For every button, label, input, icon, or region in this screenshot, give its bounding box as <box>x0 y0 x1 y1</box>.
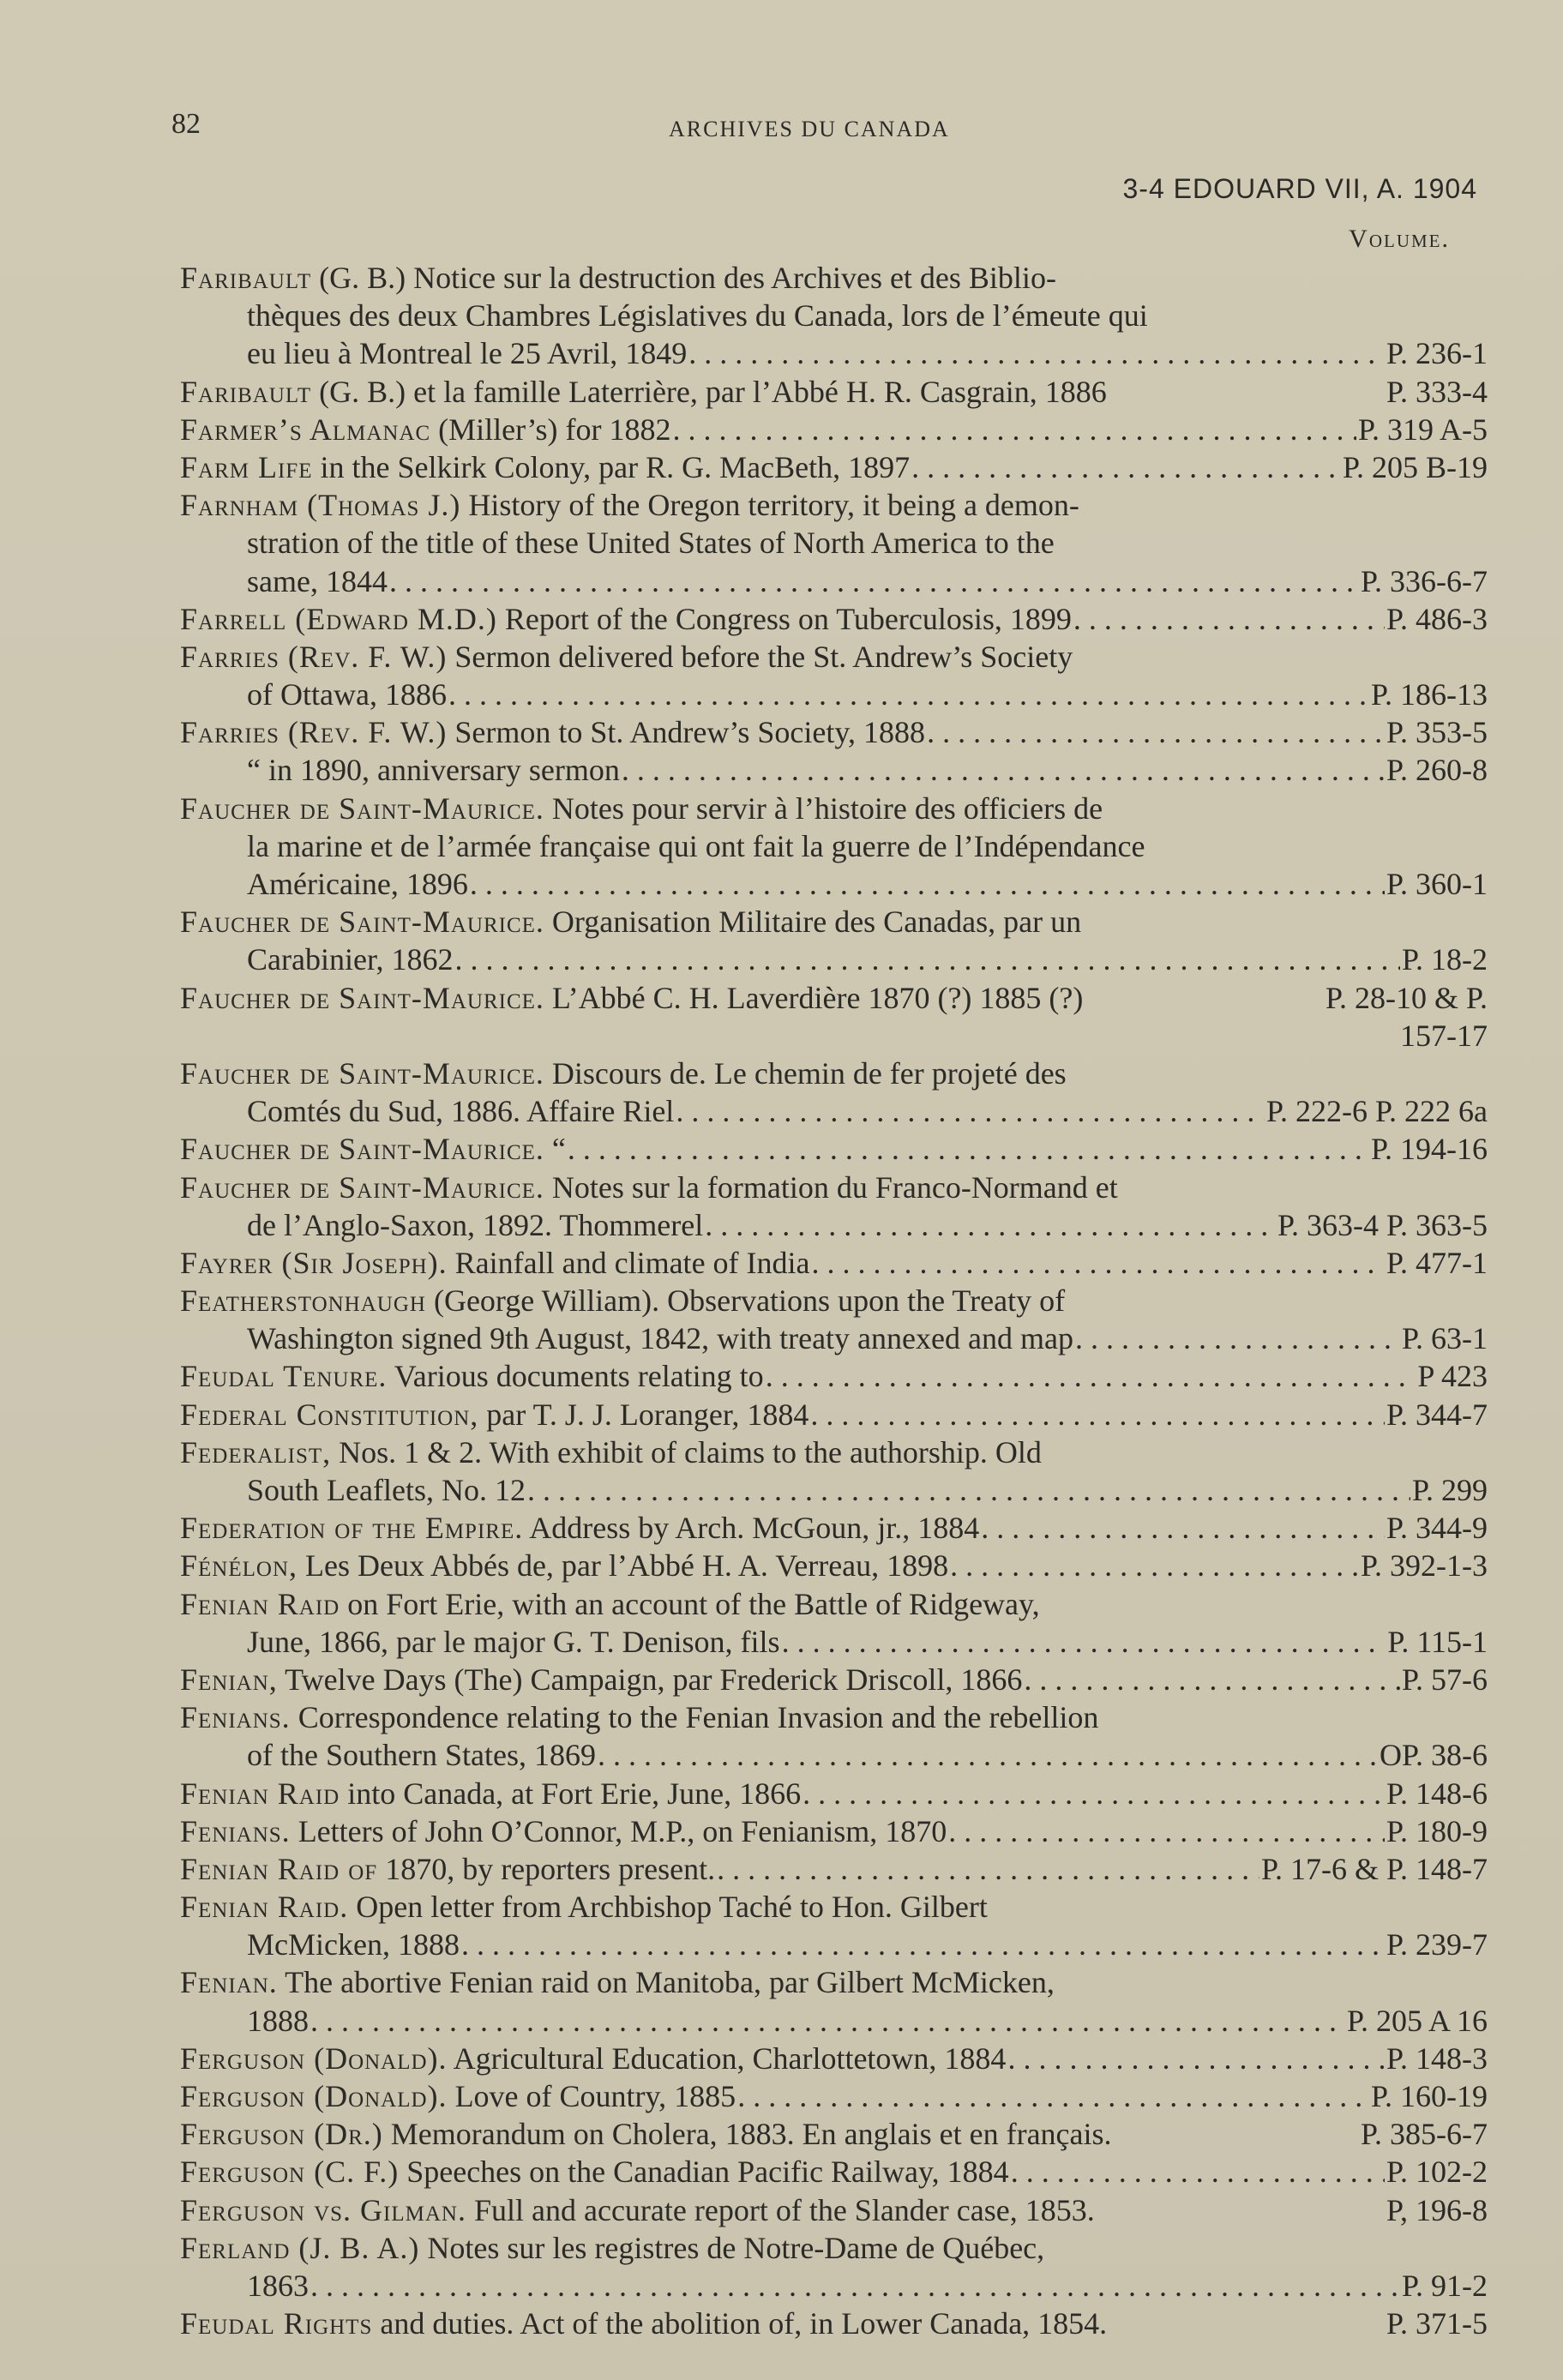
dot-leader <box>950 1547 1359 1584</box>
entry-text <box>180 600 1072 638</box>
entry-line <box>180 486 1488 524</box>
dot-leader <box>810 1396 1385 1433</box>
entry-heading: Faucher de Saint-Maurice. <box>180 790 544 826</box>
entry-reference-line <box>180 1661 1488 1698</box>
entry-text <box>247 1092 674 1130</box>
entry-heading: Faribault <box>180 261 312 295</box>
volume-reference: P. 363-4 P. 363-5 <box>1277 1207 1488 1242</box>
index-entry <box>180 751 1488 789</box>
running-title: ARCHIVES DU CANADA <box>669 117 950 141</box>
entry-reference-line <box>180 2040 1488 2077</box>
entry-heading: Farries (Rev. F. W.) <box>180 639 448 674</box>
entry-text: stration of the title of these United States of North America to the <box>247 526 1055 561</box>
page-header <box>171 108 1492 151</box>
entry-text <box>247 1736 596 1774</box>
entry-heading: Ferland (J. B. A.) <box>180 2230 420 2265</box>
entry-text <box>180 373 1107 411</box>
index-entry <box>180 1282 1488 1357</box>
entry-heading: Farrell (Edward M.D.) <box>180 601 497 636</box>
entry-heading: Fenian. <box>180 1965 278 2000</box>
entry-text <box>247 1319 1073 1357</box>
entry-heading: Fayrer (Sir Joseph). <box>180 1245 448 1280</box>
entry-heading: Farnham (Thomas J.) <box>180 488 461 523</box>
dot-leader <box>911 448 1341 486</box>
entry-reference-line <box>180 979 1488 1017</box>
volume-reference: P. 160-19 <box>1370 2079 1488 2113</box>
index-entry <box>180 713 1488 751</box>
index-entry <box>180 638 1488 713</box>
volume-reference: P. 236-1 <box>1386 336 1488 371</box>
entry-line <box>180 1282 1488 1319</box>
entry-last-text: Washington signed 9th August, 1842, with treaty annexed and map <box>247 1321 1073 1356</box>
entry-last-text: of Ottawa, 1886 <box>247 677 447 712</box>
entry-text <box>180 1244 810 1282</box>
entry-last-text: in the Selkirk Colony, par R. G. MacBeth, 1897 <box>320 449 911 484</box>
entry-text: The abortive Fenian raid on Manitoba, par Gilbert McMicken, <box>285 1965 1055 2000</box>
dot-leader <box>737 2077 1369 2115</box>
entry-reference-line <box>180 2077 1488 2115</box>
dot-leader <box>1073 600 1385 638</box>
entry-last-text: 1888 <box>247 2003 309 2038</box>
entry-last-text: Rainfall and climate of India <box>454 1245 810 1280</box>
volume-reference: P. 333-4 <box>1386 374 1488 409</box>
volume-reference: P. 392-1-3 <box>1360 1548 1488 1584</box>
volume-reference: P. 299 <box>1411 1473 1488 1507</box>
volume-reference: P. 28-10 & P. <box>1325 980 1488 1015</box>
volume-reference-continuation: 157-17 <box>1400 1018 1488 1053</box>
dot-leader <box>622 751 1385 789</box>
index-entry <box>180 1433 1488 1509</box>
entry-last-text: South Leaflets, No. 12 <box>247 1473 526 1507</box>
entry-heading: Farm Life <box>180 449 313 484</box>
entry-text <box>247 941 454 978</box>
entry-text: thèques des deux Chambres Législatives du Canada, lors de l’émeute qui <box>247 298 1148 334</box>
entry-heading: Farmer’s Almanac <box>180 412 431 447</box>
dot-leader <box>782 1623 1386 1661</box>
volume-reference: P. 360-1 <box>1386 867 1488 901</box>
entry-text <box>247 2267 309 2305</box>
volume-reference: P. 344-9 <box>1386 1511 1488 1546</box>
index-entry <box>180 1547 1488 1584</box>
entry-last-text: Speeches on the Canadian Pacific Railway, 1884 <box>406 2155 1009 2190</box>
entry-text <box>180 1661 1022 1698</box>
entry-text <box>247 676 447 713</box>
entry-heading: Farries (Rev. F. W.) <box>180 715 448 750</box>
entry-heading: Featherstonhaugh <box>180 1283 426 1319</box>
index-entry <box>180 1169 1488 1244</box>
entry-reference-line <box>180 865 1488 903</box>
entry-reference-line <box>180 1396 1488 1433</box>
entry-line <box>180 2229 1488 2267</box>
entry-last-text: Letters of John O’Connor, M.P., on Fenianism, 1870 <box>298 1813 947 1848</box>
entry-text: Nos. 1 & 2. With exhibit of claims to the authorship. Old <box>339 1434 1042 1469</box>
entry-heading: Faribault <box>180 374 312 409</box>
entry-last-text: (Miller’s) for 1882 <box>438 412 671 447</box>
entry-text <box>180 1812 947 1850</box>
index-entry <box>180 1055 1488 1130</box>
entry-heading: Ferguson (Donald). <box>180 2040 448 2076</box>
entry-reference-line <box>180 1509 1488 1547</box>
entry-text <box>180 2115 1112 2153</box>
entry-reference-line <box>180 941 1488 978</box>
entry-reference-line <box>180 676 1488 713</box>
entry-reference-line <box>180 2191 1488 2229</box>
index-entry <box>180 1585 1488 1661</box>
entry-reference-line <box>180 2267 1488 2305</box>
dot-leader <box>598 1736 1378 1774</box>
dot-leader <box>1024 1661 1400 1698</box>
volume-reference: OP. 38-6 <box>1379 1738 1488 1773</box>
entry-text <box>247 1471 526 1509</box>
entry-last-text: de l’Anglo-Saxon, 1892. Thommerel <box>247 1207 704 1242</box>
volume-reference: P. 486-3 <box>1386 601 1488 636</box>
entry-heading: Ferguson (Dr.) <box>180 2117 383 2152</box>
entry-reference-line <box>180 2115 1488 2153</box>
entry-last-text: McMicken, 1888 <box>247 1927 460 1962</box>
entry-reference-line <box>180 1357 1488 1395</box>
volume-reference: P. 205 A 16 <box>1346 2003 1488 2038</box>
volume-reference: P. 371-5 <box>1386 2306 1488 2341</box>
entry-last-text: Twelve Days (The) Campaign, par Frederick Driscoll, 1866 <box>285 1662 1023 1697</box>
entry-last-text: Various documents relating to <box>394 1359 764 1394</box>
dot-leader <box>812 1244 1385 1282</box>
entry-text <box>180 2077 736 2115</box>
entry-heading: Faucher de Saint-Maurice. <box>180 1169 544 1205</box>
entry-heading: Federation of the Empire. <box>180 1511 524 1546</box>
entry-heading: Feudal Rights <box>180 2306 373 2341</box>
dot-leader <box>568 1130 1369 1168</box>
index-entry <box>180 373 1488 411</box>
volume-reference: P. 194-16 <box>1370 1132 1488 1167</box>
entry-reference-line <box>180 1775 1488 1812</box>
entry-reference-line <box>180 1926 1488 1963</box>
entry-last-text: Report of the Congress on Tuberculosis, 1899 <box>504 601 1072 636</box>
volume-reference: P. 353-5 <box>1386 715 1488 750</box>
volume-reference: P 423 <box>1417 1359 1488 1394</box>
dot-leader <box>1007 2040 1385 2077</box>
entry-last-text: into Canada, at Fort Erie, June, 1866 <box>347 1776 802 1811</box>
entry-text <box>180 979 1083 1017</box>
volume-reference: P. 63-1 <box>1401 1321 1488 1356</box>
entry-heading: Fenian Raid of <box>180 1851 378 1886</box>
entry-reference-line <box>180 1547 1488 1584</box>
index-entry <box>180 2229 1488 2305</box>
dot-leader <box>688 334 1385 372</box>
entry-text <box>247 1206 703 1244</box>
entry-text: on Fort Erie, with an account of the Battle of Ridgeway, <box>347 1586 1040 1621</box>
volume-reference: P. 186-13 <box>1370 677 1488 712</box>
entry-text: History of the Oregon territory, it being a demon- <box>468 488 1079 523</box>
entry-last-text: Memorandum on Cholera, 1883. En anglais et en français. <box>390 2117 1112 2152</box>
entry-text <box>247 865 468 903</box>
entry-reference-line <box>180 411 1488 448</box>
entry-heading: Feudal Tenure. <box>180 1359 388 1394</box>
entry-heading: Faucher de Saint-Maurice. <box>180 905 544 940</box>
volume-reference: P. 18-2 <box>1401 942 1488 977</box>
entry-reference-line <box>180 1130 1488 1168</box>
entry-reference-line <box>180 1736 1488 1774</box>
index-entry <box>180 600 1488 638</box>
entry-line <box>180 790 1488 827</box>
entry-reference-line <box>180 562 1488 600</box>
entry-last-text: Address by Arch. McGoun, jr., 1884 <box>529 1511 980 1546</box>
entry-reference-line <box>180 1471 1488 1509</box>
dot-leader <box>470 865 1385 903</box>
index-entry <box>180 1396 1488 1433</box>
index-entries <box>180 259 1488 2342</box>
entry-last-text: Américaine, 1896 <box>247 867 468 901</box>
index-entry <box>180 2077 1488 2115</box>
index-entry <box>180 1775 1488 1812</box>
entry-reference-line <box>180 1812 1488 1850</box>
dot-leader <box>927 713 1385 751</box>
entry-text: Notes sur la formation du Franco-Normand et <box>551 1169 1118 1205</box>
entry-last-text: eu lieu à Montreal le 25 Avril, 1849 <box>247 336 688 371</box>
dot-leader <box>1075 1319 1400 1357</box>
entry-last-text: Comtés du Sud, 1886. Affaire Riel <box>247 1094 675 1129</box>
index-entry <box>180 790 1488 904</box>
entry-text <box>180 2153 1009 2191</box>
entry-text <box>180 1357 764 1395</box>
volume-reference: P. 239-7 <box>1386 1927 1488 1962</box>
entry-text <box>180 2191 1095 2229</box>
entry-text <box>180 1775 801 1812</box>
entry-line <box>180 1433 1488 1471</box>
volume-column-label: Volume. <box>1349 225 1450 253</box>
entry-reference-line <box>180 1244 1488 1282</box>
entry-heading: Fenians. <box>180 1700 291 1735</box>
entry-text <box>247 1926 460 1963</box>
entry-heading: Fenians. <box>180 1813 291 1848</box>
entry-heading: Faucher de Saint-Maurice. <box>180 980 544 1015</box>
entry-text: Discours de. Le chemin de fer projeté des <box>551 1055 1067 1091</box>
entry-reference-line <box>180 1623 1488 1661</box>
volume-reference: P. 91-2 <box>1401 2268 1488 2303</box>
entry-text <box>180 1850 715 1888</box>
entry-last-text: Carabinier, 1862 <box>247 942 454 977</box>
entry-line <box>180 1963 1488 2001</box>
index-entry <box>180 2040 1488 2077</box>
dot-leader <box>310 2267 1400 2305</box>
entry-last-text: same, 1844 <box>247 563 388 598</box>
session-label: 3-4 EDOUARD VII, A. 1904 <box>1122 173 1477 204</box>
index-entry <box>180 2191 1488 2229</box>
entry-last-text: June, 1866, par le major G. T. Denison, fils <box>247 1624 780 1659</box>
volume-reference: P. 205 B-19 <box>1342 449 1488 484</box>
dot-leader <box>455 941 1400 978</box>
entry-heading: Fénélon, <box>180 1548 298 1584</box>
volume-reference: P. 344-7 <box>1386 1397 1488 1432</box>
entry-reference-line <box>180 373 1488 411</box>
dot-leader <box>981 1509 1385 1547</box>
entry-heading: Ferguson (C. F.) <box>180 2155 400 2190</box>
entry-text <box>247 751 620 789</box>
entry-reference-line <box>180 2305 1488 2342</box>
entry-text: (George William). Observations upon the Treaty of <box>433 1283 1066 1319</box>
entry-text <box>247 562 388 600</box>
entry-line <box>180 827 1488 865</box>
dot-leader <box>527 1471 1410 1509</box>
entry-heading: Ferguson (Donald). <box>180 2079 448 2113</box>
entry-last-text: and duties. Act of the abolition of, in Lower Canada, 1854. <box>380 2306 1108 2341</box>
entry-last-text: 1870, by reporters present. <box>385 1851 716 1886</box>
entry-line <box>180 297 1488 334</box>
index-entry <box>180 1130 1488 1168</box>
index-entry <box>180 411 1488 448</box>
volume-reference: P. 17-6 & P. 148-7 <box>1260 1851 1488 1886</box>
volume-reference: P. 180-9 <box>1386 1813 1488 1848</box>
entry-text: Sermon delivered before the St. Andrew’s Society <box>454 639 1073 674</box>
volume-reference: P. 385-6-7 <box>1360 2117 1488 2152</box>
dot-leader <box>705 1206 1276 1244</box>
index-entry <box>180 1963 1488 2039</box>
entry-reference-line <box>180 448 1488 486</box>
entry-text: Notes pour servir à l’histoire des officiers de <box>551 790 1103 826</box>
dot-leader <box>803 1775 1385 1812</box>
entry-heading: Federalist, <box>180 1434 332 1469</box>
volume-reference: P. 57-6 <box>1401 1662 1488 1697</box>
dot-leader <box>1011 2153 1385 2191</box>
entry-line <box>180 1698 1488 1736</box>
entry-last-text: “ <box>551 1132 566 1167</box>
entry-text: Open letter from Archbishop Taché to Hon. Gilbert <box>356 1890 988 1925</box>
index-entry <box>180 1661 1488 1698</box>
entry-text <box>247 1623 780 1661</box>
entry-reference-line <box>180 751 1488 789</box>
entry-text <box>180 1130 566 1168</box>
dot-leader <box>717 1850 1259 1888</box>
volume-reference: P. 336-6-7 <box>1360 563 1488 598</box>
index-entry <box>180 2115 1488 2153</box>
entry-reference-line <box>180 1319 1488 1357</box>
volume-reference: P. 477-1 <box>1386 1245 1488 1280</box>
entry-line <box>180 903 1488 941</box>
entry-last-text: 1863 <box>247 2268 309 2303</box>
entry-heading: Fenian, <box>180 1662 278 1697</box>
dot-leader <box>389 562 1359 600</box>
entry-text <box>180 1396 809 1433</box>
entry-text <box>180 1509 979 1547</box>
volume-reference: P. 148-6 <box>1386 1776 1488 1811</box>
entry-heading: Fenian Raid. <box>180 1890 349 1925</box>
volume-reference: P. 115-1 <box>1387 1624 1488 1659</box>
index-entry <box>180 903 1488 978</box>
entry-text <box>247 334 687 372</box>
volume-reference: P, 196-8 <box>1386 2192 1488 2227</box>
index-entry <box>180 1357 1488 1395</box>
entry-heading: Federal Constitution, <box>180 1397 479 1432</box>
entry-heading: Fenian Raid <box>180 1776 340 1811</box>
entry-text <box>247 2002 309 2040</box>
volume-reference: P. 222-6 P. 222 6a <box>1265 1094 1488 1129</box>
entry-last-text: Sermon to St. Andrew’s Society, 1888 <box>454 715 926 750</box>
entry-text <box>180 1547 948 1584</box>
index-entry <box>180 1244 1488 1282</box>
page-number: 82 <box>171 108 201 140</box>
entry-reference-line <box>180 1092 1488 1130</box>
entry-reference-line <box>180 713 1488 751</box>
dot-leader <box>310 2002 1345 2040</box>
dot-leader <box>766 1357 1416 1395</box>
index-entry <box>180 979 1488 1055</box>
entry-line <box>180 1169 1488 1206</box>
index-entry <box>180 448 1488 486</box>
dot-leader <box>461 1926 1385 1963</box>
entry-reference-line <box>180 2002 1488 2040</box>
entry-line <box>180 1888 1488 1926</box>
entry-text <box>180 713 925 751</box>
entry-heading: Faucher de Saint-Maurice. <box>180 1132 544 1167</box>
index-entry <box>180 1698 1488 1774</box>
dot-leader <box>448 676 1369 713</box>
entry-text: la marine et de l’armée française qui ont fait la guerre de l’Indépendance <box>247 828 1145 863</box>
index-entry <box>180 1850 1488 1888</box>
entry-text: (G. B.) Notice sur la destruction des Archives et des Biblio- <box>319 261 1056 295</box>
index-entry <box>180 1509 1488 1547</box>
entry-last-text: par T. J. J. Loranger, 1884 <box>486 1397 809 1432</box>
dot-leader <box>676 1092 1265 1130</box>
entry-line <box>180 1585 1488 1623</box>
dot-leader <box>672 411 1356 448</box>
entry-line <box>180 1055 1488 1092</box>
volume-reference: P. 319 A-5 <box>1357 412 1488 447</box>
entry-text: Correspondence relating to the Fenian Invasion and the rebellion <box>298 1700 1099 1735</box>
index-entry <box>180 2153 1488 2191</box>
entry-last-text: “ in 1890, anniversary sermon <box>247 753 620 788</box>
entry-last-text: of the Southern States, 1869 <box>247 1738 596 1773</box>
entry-reference-line <box>180 2153 1488 2191</box>
entry-last-text: L’Abbé C. H. Laverdière 1870 (?) 1885 (?) <box>551 980 1084 1015</box>
entry-heading: Ferguson vs. Gilman. <box>180 2192 466 2227</box>
index-entry <box>180 1888 1488 1963</box>
entry-last-text: Love of Country, 1885 <box>454 2079 736 2113</box>
entry-text: Organisation Militaire des Canadas, par un <box>551 905 1082 940</box>
entry-line <box>180 524 1488 562</box>
volume-reference: P. 260-8 <box>1386 753 1488 788</box>
volume-reference: P. 102-2 <box>1386 2155 1488 2190</box>
entry-heading: Faucher de Saint-Maurice. <box>180 1055 544 1091</box>
entry-last-text: Agricultural Education, Charlottetown, 1884 <box>453 2040 1007 2076</box>
entry-heading: Fenian Raid <box>180 1586 340 1621</box>
entry-text <box>180 2040 1006 2077</box>
entry-line <box>180 638 1488 676</box>
entry-text: Notes sur les registres de Notre-Dame de Québec, <box>427 2230 1045 2265</box>
index-entry <box>180 486 1488 600</box>
index-entry <box>180 2305 1488 2342</box>
entry-text <box>180 411 670 448</box>
entry-text <box>180 2305 1107 2342</box>
entry-last-text: Full and accurate report of the Slander case, 1853. <box>473 2192 1095 2227</box>
entry-reference-line <box>180 334 1488 372</box>
dot-leader <box>948 1812 1385 1850</box>
entry-reference-line <box>180 1850 1488 1888</box>
entry-reference-line <box>180 1206 1488 1244</box>
index-entry <box>180 259 1488 373</box>
volume-reference: P. 148-3 <box>1386 2040 1488 2076</box>
index-entry <box>180 1812 1488 1850</box>
entry-reference-line <box>180 600 1488 638</box>
entry-last-text: Les Deux Abbés de, par l’Abbé H. A. Verreau, 1898 <box>305 1548 949 1584</box>
entry-text <box>180 448 910 486</box>
entry-line <box>180 259 1488 297</box>
entry-last-text: (G. B.) et la famille Laterrière, par l’Abbé H. R. Casgrain, 1886 <box>319 374 1107 409</box>
